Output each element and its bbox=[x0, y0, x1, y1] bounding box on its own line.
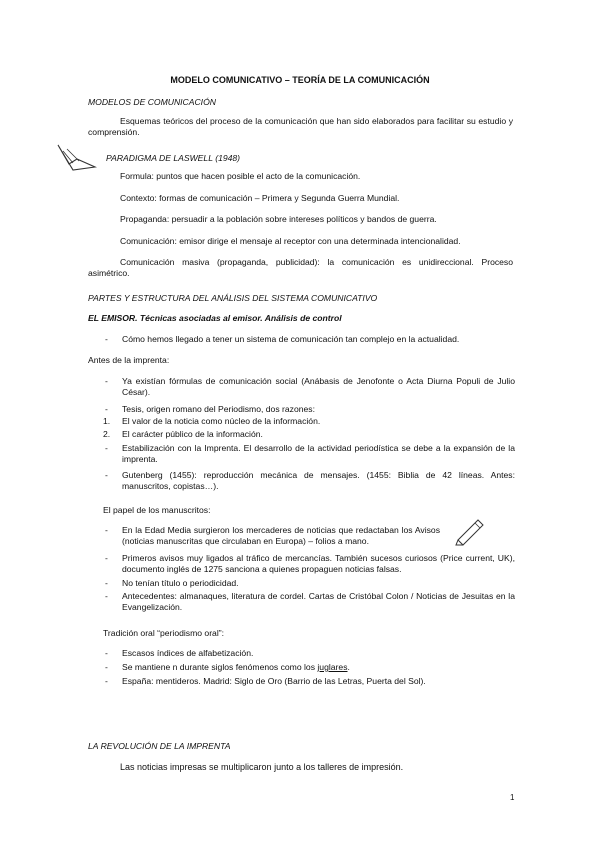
list-marker: 2. bbox=[103, 429, 111, 439]
section-heading-modelos: MODELOS DE COMUNICACIÓN bbox=[88, 97, 216, 107]
list-item bbox=[105, 676, 515, 687]
text-run: Se mantiene n durante siglos fenómenos como los bbox=[122, 662, 318, 672]
list-item bbox=[105, 334, 515, 345]
bullet-dash: - bbox=[105, 662, 108, 672]
list-item bbox=[105, 443, 515, 465]
list-item bbox=[105, 578, 515, 589]
laswell-item: Comunicación masiva (propaganda, publicidad): la comunicación es unidireccional. Proceso asimétrico. bbox=[88, 257, 513, 279]
manuscritos-heading: El papel de los manuscritos: bbox=[103, 505, 211, 515]
list-marker: - bbox=[105, 470, 108, 480]
list-marker: 1. bbox=[103, 416, 111, 426]
list-marker: - bbox=[105, 404, 108, 414]
list-item-text: Tesis, origen romano del Periodismo, dos razones: bbox=[122, 404, 315, 414]
list-item-text bbox=[122, 648, 515, 659]
list-item bbox=[105, 553, 515, 575]
pencil-icon bbox=[452, 516, 486, 546]
antes-heading: Antes de la imprenta: bbox=[88, 355, 170, 365]
list-item-text: Estabilización con la Imprenta. El desarrollo de la actividad periodística se debe a la expansión de la imprenta. bbox=[122, 443, 515, 465]
hand-drawn-arrow-icon bbox=[55, 142, 101, 174]
list-item-text bbox=[122, 676, 515, 687]
bullet-dash: - bbox=[105, 648, 108, 658]
section-heading-revolucion: LA REVOLUCIÓN DE LA IMPRENTA bbox=[88, 741, 231, 751]
list-marker: - bbox=[105, 376, 108, 386]
page-number: 1 bbox=[510, 793, 515, 802]
text-run: Escasos índices de alfabetización. bbox=[122, 648, 254, 658]
list-item-text: No tenían título o periodicidad. bbox=[122, 578, 239, 588]
list-marker: - bbox=[105, 443, 108, 453]
laswell-item: Propaganda: persuadir a la población sobre intereses políticos y bandos de guerra. bbox=[120, 214, 437, 224]
text-run: España: mentideros. Madrid: Siglo de Oro (Barrio de las Letras, Puerta del Sol). bbox=[122, 676, 426, 686]
bullet-dash: - bbox=[105, 334, 108, 344]
list-item bbox=[105, 662, 515, 673]
list-item bbox=[105, 525, 440, 547]
list-item-text: Ya existían fórmulas de comunicación social (Anábasis de Jenofonte o Acta Diurna Populi de Julio César). bbox=[122, 376, 515, 398]
list-item bbox=[105, 648, 515, 659]
list-item-text: Gutenberg (1455): reproducción mecánica de mensajes. (1455: Biblia de 42 líneas. Antes: manuscritos, copistas…). bbox=[122, 470, 515, 492]
list-item-text: El valor de la noticia como núcleo de la información. bbox=[122, 416, 321, 426]
list-item-text: Primeros avisos muy ligados al tráfico de mercancías. También sucesos curiosos (Price current, UK), documento inglés de 1275 sanciona a quienes propaguen noticias falsas. bbox=[122, 553, 515, 575]
bullet-dash: - bbox=[105, 591, 108, 601]
intro-paragraph: Esquemas teóricos del proceso de la comunicación que han sido elaborados para facilitar su estudio y comprensión. bbox=[88, 116, 513, 138]
laswell-item: Comunicación: emisor dirige el mensaje al receptor con una determinada intencionalidad. bbox=[120, 236, 461, 246]
laswell-heading: PARADIGMA DE LASWELL (1948) bbox=[106, 153, 241, 163]
page-title: MODELO COMUNICATIVO – TEORÍA DE LA COMUNICACIÓN bbox=[170, 75, 430, 85]
section-heading-partes: PARTES Y ESTRUCTURA DEL ANÁLISIS DEL SISTEMA COMUNICATIVO bbox=[88, 293, 378, 303]
list-item bbox=[103, 429, 513, 440]
list-item bbox=[105, 591, 515, 613]
list-item-text: Antecedentes: almanaques, literatura de cordel. Cartas de Cristóbal Colon / Noticias de Jesuitas en la Evangelización. bbox=[122, 591, 515, 613]
bullet-dash: - bbox=[105, 676, 108, 686]
bullet-dash: - bbox=[105, 553, 108, 563]
list-item bbox=[105, 376, 515, 398]
emisor-heading: EL EMISOR. Técnicas asociadas al emisor. Análisis de control bbox=[88, 313, 342, 323]
underlined-term: juglares bbox=[317, 662, 348, 672]
list-item bbox=[105, 404, 515, 415]
list-item-text: En la Edad Media surgieron los mercaderes de noticias que redactaban los Avisos (noticias manuscritas que circulaban en Europa) – folios a mano. bbox=[122, 525, 440, 547]
tradicion-heading: Tradición oral “periodismo oral”: bbox=[103, 628, 224, 638]
list-item bbox=[103, 416, 513, 427]
bullet-dash: - bbox=[105, 578, 108, 588]
laswell-item: Formula: puntos que hacen posible el acto de la comunicación. bbox=[120, 171, 361, 181]
list-item bbox=[105, 470, 515, 492]
bullet-dash: - bbox=[105, 525, 108, 535]
text-run: . bbox=[347, 662, 350, 672]
laswell-item: Contexto: formas de comunicación – Primera y Segunda Guerra Mundial. bbox=[120, 193, 400, 203]
list-item-text: El carácter público de la información. bbox=[122, 429, 263, 439]
imprenta-paragraph: Las noticias impresas se multiplicaron junto a los talleres de impresión. bbox=[120, 762, 404, 772]
list-item-text bbox=[122, 662, 515, 673]
emisor-bullet-text: Cómo hemos llegado a tener un sistema de comunicación tan complejo en la actualidad. bbox=[122, 334, 460, 344]
